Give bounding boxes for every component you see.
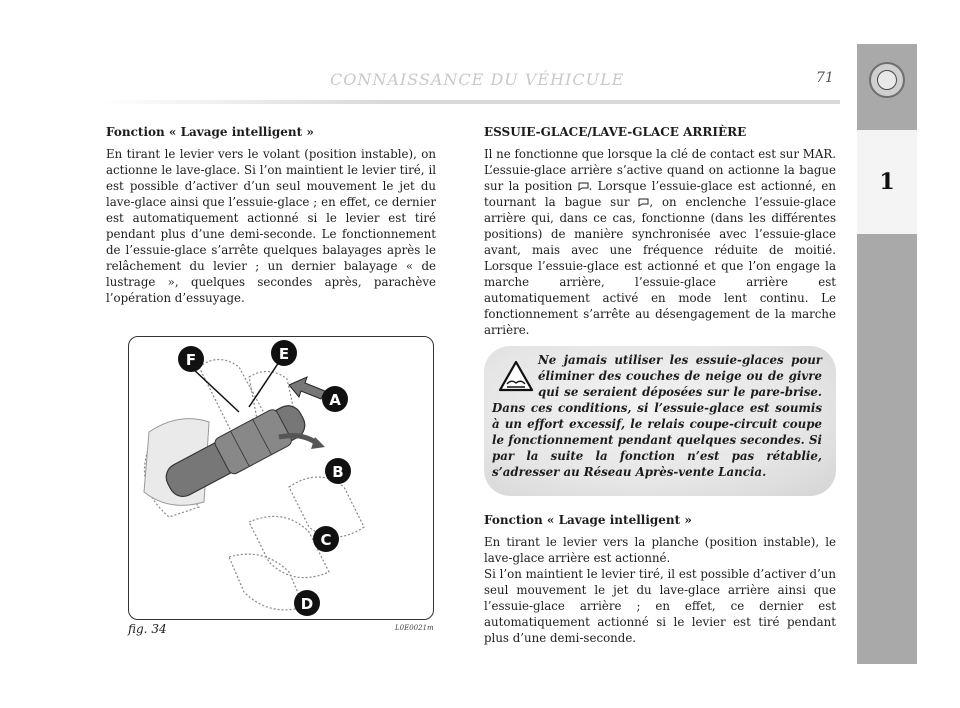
lancia-logo-icon <box>869 62 905 98</box>
label-a: A <box>329 391 341 409</box>
label-c: C <box>320 531 332 549</box>
right-body-part-3: , on enclenche l’essuie-glace arrière qui, dans ce cas, fonctionne (dans les différentes positions) de manière synchronisée avec l’essuie-glace avant, mais avec une fréquence réduite de moitié. Lorsque l’essuie-glace est actionné et que l’on engage la marche arrière, l’essuie-glace arrière est automatiquement activé en mode lent continu. Le fonctionnement s’arrête au désengagement de la marche arrière. <box>484 195 836 337</box>
warning-box <box>484 346 836 496</box>
figure-code: L0E0021m <box>395 624 434 632</box>
warning-text-wrapper <box>492 352 822 480</box>
right-body <box>484 146 836 338</box>
rear-wiper-icon <box>578 182 589 191</box>
label-b: B <box>332 463 344 481</box>
warning-text: Ne jamais utiliser les essuie-glaces pour éliminer des couches de neige ou de givre qui se seraient déposées sur le pare-brise. Dans ces conditions, si l’essuie-glace est soumis à un effort excessif, le relais coupe-circuit coupe le fonctionnement pendant quelques secondes. Si par la suite la fonction n’est pas rétablie, s’adresser au Réseau Après-vente Lancia. <box>492 353 822 479</box>
chapter-number: 1 <box>857 130 917 234</box>
figure-caption: fig. 34 <box>128 622 167 636</box>
rear-function-heading: Fonction « Lavage intelligent » <box>484 513 692 527</box>
header-rule <box>100 100 840 104</box>
label-d: D <box>300 595 314 613</box>
right-body-part-1: Il ne fonctionne que lorsque la clé de contact est sur MAR. L’essuie-glace arrière s’active quand on actionne la bague sur la position <box>484 147 836 193</box>
page-number: 71 <box>816 70 834 86</box>
rear-function-body-1: En tirant le levier vers la planche (position instable), le lave-glace arrière est actionné. <box>484 535 836 565</box>
right-body-part-2: . Lorsque l’essuie-glace est actionné, en tournant la bague sur <box>484 179 836 209</box>
section-title: CONNAISSANCE DU VÉHICULE <box>330 70 625 89</box>
rear-function-body-2: Si l’on maintient le levier tiré, il est possible d’activer d’un seul mouvement le jet du lave-glace arrière ainsi que l’essuie-glace arrière ; en effet, ce dernier est automatiquement actionné si le levier est tiré pendant plus d’une demi-seconde. <box>484 567 836 645</box>
figure-34 <box>128 336 434 620</box>
left-body: En tirant le levier vers le volant (position instable), on actionne le lave-glace. Si l’on maintient le levier tiré, il est possible d’activer d’un seul mouvement le jet du lave-glace ainsi que l’essuie-glace ; en effet, ce dernier est automatiquement actionné si le levier est tiré pendant plus d’une demi-seconde. Le fonctionnement de l’essuie-glace s’arrête quelques balayages après le relâchement du levier ; un dernier balayage « de lustrage », quelques secondes après, parachève l’opération d’essuyage. <box>106 147 436 305</box>
left-column <box>106 124 436 306</box>
rear-function-section <box>484 512 836 646</box>
left-heading: Fonction « Lavage intelligent » <box>106 125 314 139</box>
label-f: F <box>185 351 197 369</box>
chapter-sidebar <box>857 44 917 664</box>
label-e: E <box>278 345 290 363</box>
right-heading: ESSUIE-GLACE/LAVE-GLACE ARRIÈRE <box>484 125 747 139</box>
rear-wiper-icon <box>638 198 649 207</box>
steering-lever-illustration <box>129 337 433 619</box>
right-column <box>484 124 836 338</box>
